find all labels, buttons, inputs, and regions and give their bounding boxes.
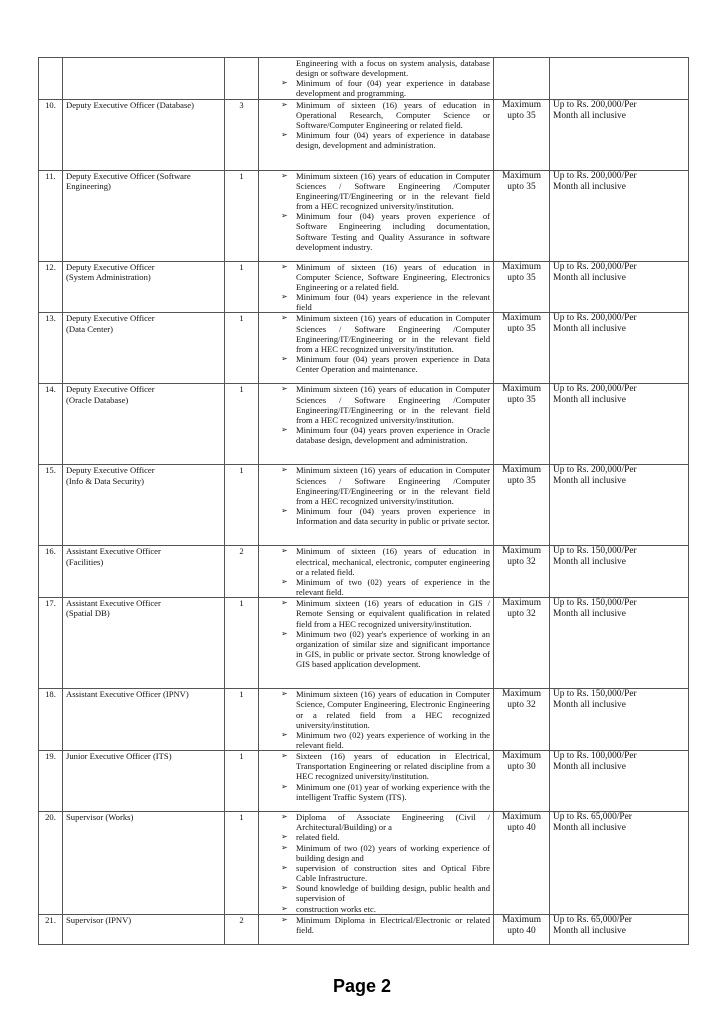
post-name <box>63 914 225 944</box>
criteria-text: Sound knowledge of building design, public health and supervision of <box>296 883 490 904</box>
age-limit-line: upto 35 <box>507 181 536 192</box>
serial-number: 12. <box>39 261 63 313</box>
salary-line: Up to Rs. 200,000/Per <box>553 99 637 110</box>
salary-line: Up to Rs. 150,000/Per <box>553 598 637 609</box>
table-row <box>39 546 689 598</box>
criteria-text: Minimum of sixteen (16) years of education in electrical, mechanical, electronic, computer engineering or a related field. <box>296 546 490 577</box>
criteria-text: Minimum four (04) years of experience in database design, development and administration. <box>296 130 490 151</box>
eligibility-criteria <box>259 261 494 313</box>
eligibility-criteria <box>259 546 494 598</box>
criteria-text: construction works etc. <box>296 903 376 914</box>
table-row <box>39 58 689 100</box>
positions-count: 3 <box>225 99 259 170</box>
criteria-text: Minimum Diploma in Electrical/Electronic or related field. <box>296 914 490 935</box>
table-row <box>39 384 689 465</box>
criteria-item <box>262 262 490 292</box>
age-limit <box>494 99 550 170</box>
arrow-bullet-icon: ➢ <box>281 903 288 913</box>
criteria-text: Minimum sixteen (16) years of education in Computer Science, Computer Engineering, Electronic Engineering or a related field from a HEC recognized university/institution. <box>296 689 490 730</box>
eligibility-criteria <box>259 812 494 915</box>
post-name-line: (System Administration) <box>66 271 151 282</box>
table-row <box>39 751 689 812</box>
criteria-text: Minimum four (04) years proven experience of Software Engineering including documentation, Software Testing and Quality Assurance in software development industry. <box>296 211 490 252</box>
age-limit-line: upto 35 <box>507 110 536 121</box>
salary <box>550 99 689 170</box>
age-limit-line: Maximum <box>501 914 542 925</box>
age-limit <box>494 751 550 812</box>
table-row <box>39 689 689 751</box>
salary <box>550 914 689 944</box>
criteria-item <box>262 313 490 354</box>
eligibility-criteria <box>259 384 494 465</box>
criteria-item <box>262 425 490 445</box>
criteria-text: Minimum one (01) year of working experience with the intelligent Traffic System (ITS). <box>296 781 490 802</box>
criteria-text: Diploma of Associate Engineering (Civil / Architectural/Building) or a <box>296 812 490 833</box>
serial-number: 17. <box>39 598 63 689</box>
criteria-text: Minimum of sixteen (16) years of education in Operational Research, Computer Science or Software/Computer Engineering or related field. <box>296 99 490 130</box>
criteria-list <box>262 751 490 802</box>
salary-line: Month all inclusive <box>553 272 626 283</box>
arrow-bullet-icon: ➢ <box>281 781 288 791</box>
age-limit-line: Maximum <box>501 546 542 557</box>
post-name-line: Assistant Executive Officer (IPNV) <box>66 689 189 700</box>
salary-line: Up to Rs. 200,000/Per <box>553 261 637 272</box>
eligibility-criteria <box>259 914 494 944</box>
arrow-bullet-icon: ➢ <box>281 211 288 221</box>
serial-number: 20. <box>39 812 63 915</box>
criteria-item <box>262 730 490 750</box>
serial-number: 11. <box>39 170 63 261</box>
criteria-text: Minimum sixteen (16) years of education in Computer Sciences / Software Engineering /Computer Engineering/IT/Engineering or in the relevant field from a HEC recognized university/institution. <box>296 465 490 506</box>
salary <box>550 58 689 100</box>
salary-line: Month all inclusive <box>553 609 626 620</box>
arrow-bullet-icon: ➢ <box>281 576 288 586</box>
salary-line: Month all inclusive <box>553 762 626 773</box>
criteria-item <box>262 629 490 670</box>
table-row <box>39 598 689 689</box>
serial-number: 13. <box>39 313 63 384</box>
age-limit-line: Maximum <box>501 170 542 181</box>
table-row <box>39 99 689 170</box>
post-name-line: Deputy Executive Officer <box>66 465 155 476</box>
post-name-line: Deputy Executive Officer <box>66 384 155 395</box>
positions-count: 1 <box>225 689 259 751</box>
positions-count: 1 <box>225 261 259 313</box>
arrow-bullet-icon: ➢ <box>281 99 288 109</box>
age-limit-line: Maximum <box>501 261 542 272</box>
salary-line: Month all inclusive <box>553 823 626 834</box>
age-limit-line: Maximum <box>501 384 542 395</box>
criteria-item <box>262 292 490 312</box>
post-name-line: Engineering) <box>66 180 111 191</box>
post-name <box>63 598 225 689</box>
post-name-line: (Facilities) <box>66 556 104 567</box>
arrow-bullet-icon: ➢ <box>281 689 288 699</box>
criteria-text: Minimum four (04) years experience in the relevant field <box>296 292 490 313</box>
criteria-list <box>262 58 490 99</box>
post-name-line: Deputy Executive Officer (Software <box>66 170 191 181</box>
age-limit-line: Maximum <box>501 99 542 110</box>
eligibility-criteria <box>259 313 494 384</box>
salary <box>550 384 689 465</box>
eligibility-criteria <box>259 751 494 812</box>
criteria-item <box>262 211 490 252</box>
criteria-item <box>262 78 490 98</box>
criteria-list <box>262 915 490 935</box>
criteria-list <box>262 262 490 313</box>
table-row <box>39 812 689 915</box>
age-limit <box>494 465 550 546</box>
arrow-bullet-icon: ➢ <box>281 842 288 852</box>
criteria-item <box>262 465 490 506</box>
salary-line: Month all inclusive <box>553 476 626 487</box>
age-limit-line: Maximum <box>501 313 542 324</box>
criteria-item <box>262 384 490 425</box>
age-limit <box>494 313 550 384</box>
salary-line: Month all inclusive <box>553 110 626 121</box>
eligibility-criteria <box>259 689 494 751</box>
post-name-line: Supervisor (IPNV) <box>66 914 132 925</box>
criteria-text: Minimum four (04) years proven experience in Information and data security in public or private sector. <box>296 506 490 527</box>
criteria-text: Minimum of sixteen (16) years of education in Computer Science, Software Engineering, Electronics Engineering or a related field. <box>296 261 490 292</box>
arrow-bullet-icon: ➢ <box>281 862 288 872</box>
criteria-item <box>262 863 490 883</box>
vacancies-table <box>38 57 689 945</box>
salary-line: Up to Rs. 200,000/Per <box>553 170 637 181</box>
age-limit-line: upto 40 <box>507 823 536 834</box>
criteria-item <box>262 915 490 935</box>
serial-number: 16. <box>39 546 63 598</box>
age-limit-line: upto 40 <box>507 925 536 936</box>
salary-line: Up to Rs. 65,000/Per <box>553 812 632 823</box>
criteria-item <box>262 506 490 526</box>
criteria-list <box>262 546 490 597</box>
arrow-bullet-icon: ➢ <box>281 465 288 475</box>
criteria-text: Minimum four (04) years proven experience in Oracle database design, development and administration. <box>296 425 490 446</box>
post-name-line: Supervisor (Works) <box>66 812 134 823</box>
criteria-item <box>262 598 490 628</box>
salary <box>550 465 689 546</box>
arrow-bullet-icon: ➢ <box>281 78 288 88</box>
post-name <box>63 384 225 465</box>
salary <box>550 689 689 751</box>
criteria-text: Minimum of two (02) years of experience in the relevant field. <box>296 576 490 598</box>
salary-line: Up to Rs. 150,000/Per <box>553 689 637 700</box>
arrow-bullet-icon: ➢ <box>281 354 288 364</box>
table-row <box>39 465 689 546</box>
age-limit-line: upto 32 <box>507 557 536 568</box>
arrow-bullet-icon: ➢ <box>281 384 288 394</box>
post-name <box>63 465 225 546</box>
age-limit <box>494 689 550 751</box>
salary-line: Month all inclusive <box>553 557 626 568</box>
criteria-text: Minimum sixteen (16) years of education in Computer Sciences / Software Engineering /Computer Engineering/IT/Engineering or in the relevant field from a HEC recognized university/institution. <box>296 170 490 212</box>
arrow-bullet-icon: ➢ <box>281 130 288 140</box>
criteria-item <box>262 689 490 730</box>
salary <box>550 261 689 313</box>
criteria-text: Minimum sixteen (16) years of education in GIS / Remote Sensing or equivalent qualification in related field from a HEC recognized university/institution. <box>296 598 490 629</box>
salary-line: Up to Rs. 100,000/Per <box>553 751 637 762</box>
age-limit-line: Maximum <box>501 812 542 823</box>
age-limit-line: upto 35 <box>507 395 536 406</box>
age-limit-line: Maximum <box>501 751 542 762</box>
post-name-line: (Data Center) <box>66 323 114 334</box>
age-limit-line: Maximum <box>501 689 542 700</box>
criteria-item <box>262 843 490 863</box>
age-limit-line: upto 30 <box>507 762 536 773</box>
age-limit <box>494 812 550 915</box>
age-limit-line: upto 35 <box>507 272 536 283</box>
criteria-list <box>262 313 490 374</box>
eligibility-criteria <box>259 170 494 261</box>
criteria-item <box>262 58 490 78</box>
age-limit <box>494 546 550 598</box>
positions-count <box>225 58 259 100</box>
age-limit <box>494 384 550 465</box>
post-name <box>63 812 225 915</box>
post-name <box>63 58 225 100</box>
arrow-bullet-icon: ➢ <box>281 292 288 302</box>
positions-count: 1 <box>225 384 259 465</box>
criteria-text: Minimum of four (04) year experience in database development and programming. <box>296 78 490 99</box>
criteria-list <box>262 171 490 252</box>
arrow-bullet-icon: ➢ <box>281 812 288 822</box>
age-limit-line: Maximum <box>501 598 542 609</box>
criteria-item <box>262 832 490 842</box>
criteria-item <box>262 577 490 597</box>
serial-number: 15. <box>39 465 63 546</box>
criteria-text: supervision of construction sites and Optical Fibre Cable Infrastructure. <box>296 862 490 884</box>
table-row <box>39 170 689 261</box>
age-limit <box>494 261 550 313</box>
arrow-bullet-icon: ➢ <box>281 170 288 180</box>
eligibility-criteria <box>259 99 494 170</box>
positions-count: 2 <box>225 914 259 944</box>
criteria-item <box>262 100 490 130</box>
salary <box>550 170 689 261</box>
eligibility-criteria <box>259 598 494 689</box>
arrow-bullet-icon: ➢ <box>281 832 288 842</box>
arrow-bullet-icon: ➢ <box>281 425 288 435</box>
post-name-line: Deputy Executive Officer (Database) <box>66 99 194 110</box>
criteria-item <box>262 904 490 914</box>
criteria-text: Minimum sixteen (16) years of education in Computer Sciences / Software Engineering /Computer Engineering/IT/Engineering or in the relevant field from a HEC recognized university/institution. <box>296 313 490 354</box>
salary-line: Up to Rs. 200,000/Per <box>553 384 637 395</box>
criteria-list <box>262 598 490 669</box>
age-limit <box>494 598 550 689</box>
post-name <box>63 99 225 170</box>
positions-count: 1 <box>225 598 259 689</box>
salary <box>550 598 689 689</box>
salary <box>550 546 689 598</box>
criteria-item <box>262 546 490 576</box>
criteria-text: Minimum two (02) years experience of working in the relevant field. <box>296 729 490 750</box>
criteria-item <box>262 883 490 903</box>
criteria-item <box>262 812 490 832</box>
age-limit-line: upto 35 <box>507 476 536 487</box>
arrow-bullet-icon: ➢ <box>281 261 288 271</box>
criteria-list <box>262 812 490 914</box>
positions-count: 1 <box>225 751 259 812</box>
arrow-bullet-icon: ➢ <box>281 751 288 761</box>
salary-line: Month all inclusive <box>553 324 626 335</box>
arrow-bullet-icon: ➢ <box>281 546 288 556</box>
vacancies-table-body <box>39 58 689 945</box>
age-limit-line: upto 32 <box>507 700 536 711</box>
criteria-item <box>262 171 490 212</box>
positions-count: 1 <box>225 170 259 261</box>
serial-number: 19. <box>39 751 63 812</box>
post-name <box>63 546 225 598</box>
criteria-list <box>262 100 490 151</box>
serial-number <box>39 58 63 100</box>
salary <box>550 313 689 384</box>
page-number: Page 2 <box>332 976 392 996</box>
age-limit <box>494 58 550 100</box>
salary-line: Up to Rs. 150,000/Per <box>553 546 637 557</box>
criteria-list <box>262 384 490 445</box>
post-name <box>63 689 225 751</box>
post-name <box>63 751 225 812</box>
salary-line: Up to Rs. 65,000/Per <box>553 914 632 925</box>
positions-count: 1 <box>225 313 259 384</box>
criteria-text: related field. <box>296 832 340 843</box>
table-row <box>39 261 689 313</box>
serial-number: 18. <box>39 689 63 751</box>
eligibility-criteria <box>259 465 494 546</box>
salary-line: Month all inclusive <box>553 700 626 711</box>
criteria-text: Minimum two (02) year's experience of working in an organization of similar size and significant importance in GIS, in public or private sector. Strong knowledge of GIS based application development. <box>296 628 490 670</box>
criteria-text: Minimum of two (02) years of working experience of building design and <box>296 842 490 863</box>
arrow-bullet-icon: ➢ <box>281 313 288 323</box>
age-limit <box>494 170 550 261</box>
post-name-line: Junior Executive Officer (ITS) <box>66 751 172 762</box>
post-name <box>63 170 225 261</box>
criteria-text: Engineering with a focus on system analysis, database design or software development. <box>296 58 490 79</box>
arrow-bullet-icon: ➢ <box>281 914 288 924</box>
positions-count: 1 <box>225 812 259 915</box>
salary-line: Month all inclusive <box>553 181 626 192</box>
eligibility-criteria <box>259 58 494 100</box>
age-limit-line: upto 32 <box>507 609 536 620</box>
post-name-line: (Spatial DB) <box>66 608 110 619</box>
post-name-line: (Info & Data Security) <box>66 475 145 486</box>
salary-line: Month all inclusive <box>553 925 626 936</box>
post-name-line: Deputy Executive Officer <box>66 313 155 324</box>
salary-line: Up to Rs. 200,000/Per <box>553 465 637 476</box>
salary <box>550 812 689 915</box>
arrow-bullet-icon: ➢ <box>281 598 288 608</box>
salary-line: Up to Rs. 200,000/Per <box>553 313 637 324</box>
criteria-text: Sixteen (16) years of education in Electrical, Transportation Engineering or related discipline from a HEC recognized university/institution. <box>296 751 490 782</box>
age-limit-line: Maximum <box>501 465 542 476</box>
post-name-line: Assistant Executive Officer <box>66 546 161 557</box>
post-name <box>63 313 225 384</box>
criteria-text: Minimum sixteen (16) years of education in Computer Sciences / Software Engineering /Computer Engineering/IT/Engineering or in the relevant field from a HEC recognized university/institution. <box>296 384 490 425</box>
salary <box>550 751 689 812</box>
table-row <box>39 914 689 944</box>
serial-number: 21. <box>39 914 63 944</box>
post-name-line: Deputy Executive Officer <box>66 261 155 272</box>
arrow-bullet-icon: ➢ <box>281 506 288 516</box>
criteria-item <box>262 130 490 150</box>
positions-count: 2 <box>225 546 259 598</box>
criteria-item <box>262 751 490 781</box>
post-name <box>63 261 225 313</box>
criteria-list <box>262 465 490 526</box>
age-limit-line: upto 35 <box>507 324 536 335</box>
post-name-line: Assistant Executive Officer <box>66 598 161 609</box>
criteria-item <box>262 782 490 802</box>
serial-number: 10. <box>39 99 63 170</box>
arrow-bullet-icon: ➢ <box>281 628 288 638</box>
criteria-text: Minimum four (04) years proven experience in Data Center Operation and maintenance. <box>296 354 490 375</box>
positions-count: 1 <box>225 465 259 546</box>
serial-number: 14. <box>39 384 63 465</box>
criteria-list <box>262 689 490 750</box>
criteria-item <box>262 354 490 374</box>
table-row <box>39 313 689 384</box>
salary-line: Month all inclusive <box>553 395 626 406</box>
post-name-line: (Oracle Database) <box>66 394 129 405</box>
age-limit <box>494 914 550 944</box>
arrow-bullet-icon: ➢ <box>281 883 288 893</box>
arrow-bullet-icon: ➢ <box>281 729 288 739</box>
